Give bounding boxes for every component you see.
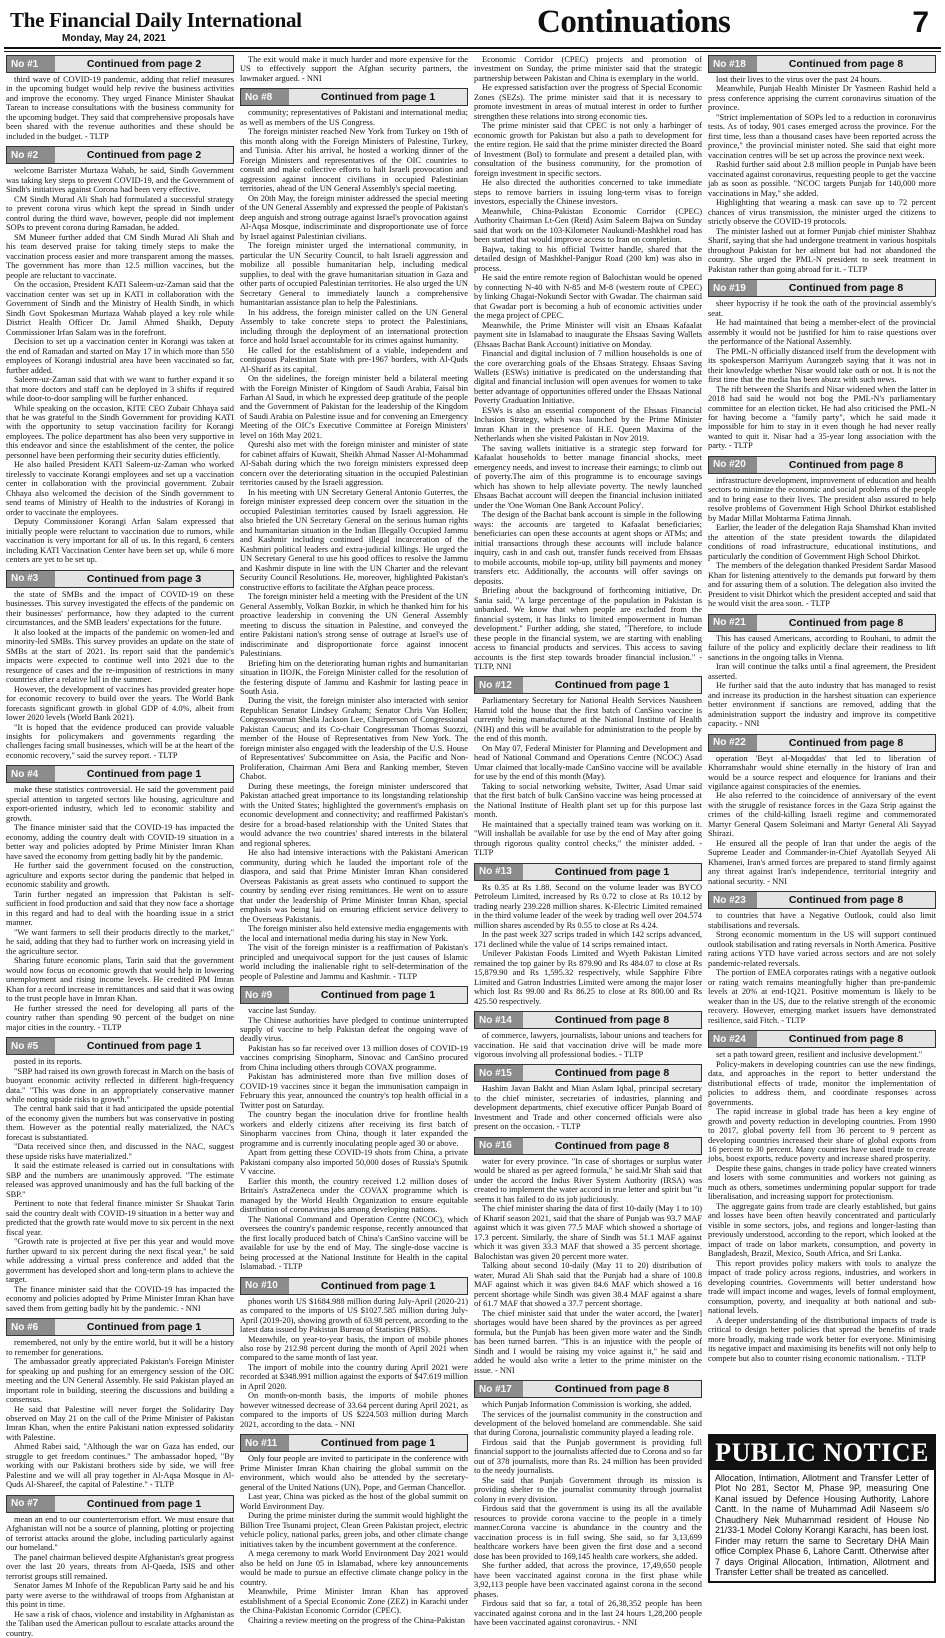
story-header	[240, 1277, 468, 1295]
column-2	[240, 55, 469, 1625]
story-continued-label: Continued from page 8	[788, 616, 904, 629]
story-paragraph: He had maintained that being a member-elect of the provincial assembly it would not be justified for him to raise questions over the performance of the National Assembly.	[708, 318, 936, 347]
story-body	[474, 1084, 702, 1131]
story-header	[708, 891, 936, 909]
story-number: No #23	[709, 892, 757, 908]
story-paragraph: He saw a risk of chaos, violence and instability in Afghanistan as the Taliban used the American pullout to escalate attacks around the country.	[6, 1609, 234, 1638]
story-header	[474, 1380, 702, 1398]
story-paragraph: The Chinese authorities have pledged to continue uninterrupted supply of vaccine to help Pakistan defeat the ongoing wave of deadly virus.	[240, 1015, 468, 1044]
story-paragraph: Decision to set up a vaccination center in Korangi was taken at the end of Ramadan and started on May 17 in which more than 550 employees of Korangi industrial area have been vaccinated so far, further added.	[6, 337, 234, 375]
story-paragraph: Earlier, the leader of the delegation Raja Shamshad Khan invited the attention of the state president towards the dilapidated conditions of road infrastructure, educational institutions, and particularly the condition of Government High School Dhirkot.	[708, 523, 936, 561]
story-paragraph: In his address, the foreign minister called on the UN General Assembly to take concrete steps to protect the Palestinians, including through the deployment of an international protection force and hold Israel accountable for its crimes against humanity.	[240, 307, 468, 346]
story-paragraph: The country began the inoculation drive for frontline health workers and elderly citizens after receiving its first batch of Sinopharm vaccines from China, though it later expanded the programme and is currently inoculating people aged 30 or above.	[240, 1110, 468, 1148]
story-paragraph: set a path toward green, resilient and inclusive development."	[716, 1050, 923, 1060]
story-paragraph: "SBP had raised its own growth forecast in March on the basis of buoyant economic activity reflected in different high-frequency data." "This was done in an appropriately conservative manner while noting upside risks to growth."	[6, 1066, 234, 1104]
story-body	[6, 166, 234, 564]
story-paragraph: Talking about second 10-daily (May 11 to 20) distribution of water, Murad Ali Shah said that the Punjab had a share of 100.8 MAF against which it was given 84.6 MAF which showed a 16 percent shortage while Sindh was given 38.4 MAF against a share of 61.7 MAF that showed a 37.7 percent shortage.	[474, 1261, 702, 1309]
story-paragraph: Last year, China was picked as the host of the global summit on World Environment Day.	[240, 1492, 468, 1511]
story-paragraph: The finance minister said that the COVID-19 has impacted the economy and policies adopted by Prime Minister Imran Khan have saved them from getting badly hit by the pandemic. - NNI	[6, 1284, 234, 1313]
story-number: No #8	[241, 89, 289, 105]
public-notice-body: Allocation, Intimation, Allotment and Transfer Letter of Plot No 281, Sector M, Phase 9P, measuring One Kanal issued by Defence Housing Authority, Lahore Cantt. In the name of Muhammad Adil Naseem s/o Chaudhery Nek Muhammad resident of House No 21/33-1 Model Colony Korangi Karachi, has been lost. Finder may return the same to Secretary DHA Main office Complex Phase 6, Lahore Cantt. Otherwise after 7 days Original Allocation, Intimation, Allotment and Transfer Letter shall be treated as cancelled.	[715, 1472, 929, 1578]
story-paragraph: He said the entire remote region of Balochistan would be opened by connecting N-40 with N-85 and M-8 (western route of CPEC) by linking Chagai-Nokundi Sector with Gwadar. The chairman said that Gwadar port is becoming a hub of economic activities under the mega project of CPEC.	[474, 273, 702, 321]
story-paragraph: Apart from getting these COVID-19 shots from China, a private Pakistani company also imported 50,000 doses of Russia's Sputnik V vaccine.	[240, 1148, 468, 1177]
story-paragraph: In the past week 327 scrips traded in which 142 scrips advanced, 171 declined while the value of 14 scrips remained intact.	[474, 930, 702, 949]
story-body	[474, 883, 702, 1006]
story-paragraph: He also directed the authorities concerned to take immediate steps to remove barriers in issuing long-term visas to foreign investors, especially the Chinese investors.	[474, 178, 702, 207]
story-paragraph: Hashim Javan Bakht and Mian Aslam Iqbal, principal secretary to the chief minister, secretaries of industries, planning and development departments, chief executive officer Punjab Board of Investment and Trade and other concerned officials were also present on the occasion. - TLTP	[474, 1084, 702, 1132]
story-continued-label: Continued from page 8	[788, 1033, 904, 1046]
story-paragraph: CM Sindh Murad Ali Shah had formulated a successful strategy to prevent corona virus which kept the spread in Sindh under control during the third wave, however, people did not implement SOPs to prevent corona during Ramadan, he added.	[6, 194, 234, 233]
story-continued-label: Continued from page 1	[86, 1497, 202, 1510]
story-paragraph: "We want farmers to sell their products directly to the market," he said, adding that they had to further work on increasing yield in the agriculture sector.	[6, 927, 234, 956]
story-paragraph: Economic Corridor (CPEC) projects and promotion of investment on Sunday, the prime minister said that the strategic partnership between Pakistan and China is exemplary in the world.	[474, 55, 702, 83]
story-paragraph: mean an end to our counterterrorism effort. We must ensure that Afghanistan will not be a source of planning, plotting or projecting of terrorist attacks around the globe, including particularly against our homeland."	[6, 1514, 234, 1553]
story-paragraph: The central bank said that it had anticipated the upside potential of the economy given the numbers but was conservative in posting them. However as the potential really materialized, the NAC's forecast is substantiated.	[6, 1104, 234, 1142]
story-paragraph: The aggregate gains from trade are clearly established, but gains and losses have been often heavily concentrated and particularly visible in some sectors, jobs, and regions and longer-lasting than previously understood, according to the report, which looked at the impact of trade on labor markets, consumption, and poverty in Bangladesh, Brazil, Mexico, South Africa, and Sri Lanka.	[708, 1201, 936, 1259]
continuation-story	[240, 986, 468, 1272]
story-body	[708, 634, 936, 729]
story-paragraph: Briefing about the background of forthcoming initiative, Dr. Sania said, "A large percentage of the population in Pakistan is unbanked. We know that when people are excluded from the financial system, it has links to limited empowerment in human development." Further adding, she stated, "Therefore, to include these people in the financial system, we are starting with enabling access to financial products and services. This access to saving accounts is the first step towards broader financial inclusion." - TLTP, NNI	[474, 586, 702, 671]
story-number: No #21	[709, 615, 757, 631]
story-number: No #7	[7, 1496, 55, 1512]
continuation-story	[474, 1137, 702, 1375]
story-paragraph: Briefing him on the deteriorating human rights and humanitarian situation in IIOJK, the Foreign Minister called for the resolution of the festering dispute of Jammu and Kashmir for lasting peace in South Asia.	[240, 658, 468, 696]
story-paragraph: On 20th May, the foreign minister addressed the special meeting of the UN General Assembly and expressed the people of Pakistan's deep anguish and strong outrage against Israel's provocation against Al-Aqsa Mosque, indiscriminate and disproportionate use of force by Israel against Palestinian civilians.	[240, 193, 468, 241]
story-number: No #18	[709, 56, 757, 72]
issue-date: Monday, May 24, 2021	[62, 33, 166, 44]
story-paragraph: This has caused Americans, according to Rouhani, to admit the failure of the policy and explicitly declare their readiness to lift sanctions in the ongoing talks in Vienna.	[708, 633, 936, 662]
story-paragraph: infrastructure development, improvement of education and health sectors to minimize the economic and social problems of the people and to bring ease to their lives. The president also assured to help resolve problems of Government High School Dhirkot established by Madar Millat Mohtarma Fatima Jinnah.	[708, 475, 936, 523]
story-paragraph: The panel chairman believed despite Afghanistan's great progress over the last 20 years, threats from Al-Qaeda, ISIS and other terrorist groups still remained.	[6, 1552, 234, 1581]
newspaper-name: The Financial Daily International	[10, 8, 302, 32]
story-number: No #14	[475, 1012, 523, 1028]
continuation-story	[474, 676, 702, 857]
story-paragraph: Meanwhile, on year-to-year basis, the import of mobile phones also rose by 212.98 percent during the month of April 2021 when compared to the same month of last year.	[240, 1334, 468, 1363]
story-number: No #2	[7, 147, 55, 163]
story-number: No #15	[475, 1065, 523, 1081]
story-paragraph: During the prime minister during the summit would highlight the Billion Tree Tsunami project, Clean Green Pakistan project, electric vehicle policy, national parks, green jobs, and other climate change initiatives taken by the incumbent government at the conference.	[240, 1511, 468, 1549]
story-body	[6, 1057, 234, 1313]
story-paragraph: Firdous said that the Punjab government is providing full financial support to the journalists affected due to Corona and so far out of 378 journalists, more than Rs. 24 million has been provided to the needy journalists.	[474, 1437, 702, 1476]
column-4	[708, 55, 936, 1583]
story-body	[708, 754, 936, 887]
story-body	[6, 1515, 234, 1638]
continuation-story	[708, 891, 936, 1025]
story-paragraph: Meanwhile, China-Pakistan Economic Corridor (CPEC) Authority Chairman Lt-Gen (Retd) Asim Saleem Bajwa on Sunday said that work on the 103-Kilometer Naukundi-Mashkhel road has been started that would improve access to Iran on completion.	[474, 206, 702, 245]
story-paragraph: On May 07, Federal Minister for Planning and Development and head of National Command and Operations Centre (NCOC) Asad Umar claimed that locally-made CanSino vaccine will be available for use by the end of this month (May).	[474, 743, 702, 782]
story-number: No #22	[709, 735, 757, 751]
story-paragraph: He also hailed President KATI Saleem-uz-Zaman who worked tirelessly to vaccinate Korangi employees and set up a vaccination center in collaboration with the provincial government. Zubair Chhaya also welcomed the decision of the Sindh government to send teams of Ministry of Health to the industries of Korangi in order to vaccinate the employees.	[6, 460, 234, 517]
story-paragraph: Only four people are invited to participate in the conference with Prime Minister Imran Khan chairing the global summit on the environment, which would also be attended by the secretary-general of the United Nations (UN), Pope, and German Chancellor.	[240, 1454, 468, 1492]
story-body	[474, 55, 702, 671]
story-paragraph: Parliamentary Secretary for National Health Services Nausheen Hamid told the house that the first batch of CanSino vaccine is currently being manufactured at the National Institute of Health (NIH) and this will be available for administration to the people by the end of this month.	[474, 696, 702, 744]
story-paragraph: It said the estimate released is carried out in consultations with SBP and the numbers are unanimously approved. "The estimate released was approved unanimously and has the full backing of the SBP."	[6, 1161, 234, 1199]
story-paragraph: Pakistan has so far received over 13 million doses of COVID-19 vaccines comprising Sinopharm, Sinovac and CanSino procured from China including others through COVAX programme.	[240, 1043, 468, 1072]
story-paragraph: Earlier this month, the country received 1.2 million doses of Britain's AstraZeneca under the COVAX programme which is managed by the World Health Organization to ensure equitable distribution of coronavirus jabs among developing nations.	[240, 1176, 468, 1215]
story-paragraph: He also had intensive interactions with the Pakistani American community, during which he lauded the important role of the diaspora, and said that Prime Minister Imran Khan considered Overseas Pakistanis as great assets who continued to support the country by sending ever rising remittances. He went on to assure that under the leadership of Prime Minister Imran Khan, special emphasis was being laid on ensuring efficient service delivery to the Overseas Pakistanis.	[240, 848, 468, 924]
story-continued-label: Continued from page 1	[554, 679, 670, 692]
story-number: No #24	[709, 1031, 757, 1047]
story-body	[474, 696, 702, 857]
story-paragraph: The ambassador greatly appreciated Pakistan's Foreign Minister for speaking up and pushing for an emergency session of the OIC meeting and the UN General Assembly. He said Pakistan played an important role in building, steering the discussions and building a consensus.	[6, 1357, 234, 1405]
story-body	[708, 1050, 936, 1424]
story-body	[6, 1338, 234, 1490]
story-continued-label: Continued from page 1	[554, 865, 670, 878]
continuation-story	[474, 1064, 702, 1131]
story-header	[6, 146, 234, 164]
story-paragraph: Pertinent to note that federal finance minister Sr Shaukat Tarin said the country dealt with COVID-19 situation in a better way and predicted that the growth rate would move to six percent in the next fiscal year.	[6, 1199, 234, 1237]
continuation-story	[708, 55, 936, 274]
story-paragraph: Financial and digital inclusion of 7 million households is one of the core overarching goals of the Ehsaas Strategy. Ehsaas Saving Wallets (ESWs) initiative is predicated on the understanding that digital and financial inclusion will open avenues for women to take better advantage of opportunities offered under the Ehsaas National Poverty Graduation Initiative.	[474, 349, 702, 406]
story-paragraph: water for every province. "In case of shortages or surplus water would be shared as per agreed formula," he said.Mr Shah said that under the accord the Indus River System Authority (IRSA) was created to implement the water accord in true letter and spirit but "it seems it has failed to do its job judiciously.	[474, 1156, 702, 1204]
story-paragraph: Chairing a review meeting on the progress of the China-Pakistan	[248, 1615, 465, 1625]
story-paragraph: lost their lives to the virus over the past 24 hours.	[716, 75, 882, 84]
story-header	[6, 1037, 234, 1055]
continuation-story	[240, 1277, 468, 1430]
story-paragraph: She further added, that across the province, 17,49,650 people have been vaccinated against corona in the first phase while 3,92,113 people have been vaccinated against corona in the second phases.	[474, 1561, 702, 1599]
story-paragraph: The design of the Bachat bank account is simple in the following ways: the accounts are targeted to Kafaalat beneficiaries; beneficiaries can open these accounts at agent shops or ATMs; and initial transactions through these accounts will include balance inquiry, cash in and cash out, transfer funds received from Ehsaas to mobile accounts, mobile top-up, utility bill payments and money transfers etc. Additionally, the accounts will offer savings on deposits.	[474, 510, 702, 586]
story-continued-label: Continued from page 8	[788, 58, 904, 70]
story-paragraph: The visit of the foreign minister is a reaffirmation of Pakistan's principled and unequivocal support for the just causes of Islamic world including the inalienable right to self-determination of the people of Palestine and Jammu and Kashmir. - TLTP	[240, 943, 468, 981]
story-body	[708, 476, 936, 609]
story-paragraph: which Punjab Information Commission is working, she added.	[482, 1400, 692, 1410]
story-header	[240, 88, 468, 106]
story-number: No #3	[7, 571, 55, 587]
story-header	[708, 456, 936, 474]
story-continued-label: Continued from page 1	[86, 1321, 202, 1334]
story-body	[6, 590, 234, 761]
story-number: No #4	[7, 766, 55, 782]
story-header	[708, 1030, 936, 1048]
story-paragraph: "It is hoped that the evidence produced can provide valuable insights for policymakers and governments regarding the challenges facing small businesses, which will be at the heart of the economic recovery," said the survey report. - TLTP	[6, 722, 234, 760]
story-body	[474, 1031, 702, 1059]
story-paragraph: operation 'Beyt al-Moqaddas' that led to liberation of Khorramshahr would shine eternally in the history of Iran and would be a source respect and eloquence for Iranians and their vigilance against conspiracies of the enemies.	[708, 753, 936, 791]
story-number: No #16	[475, 1138, 523, 1154]
story-paragraph: He called for the establishment of a viable, independent and contiguous Palestinian State with pre-1967 borders, with Al-Quds Al-Sharif as its capital.	[240, 345, 468, 374]
masthead	[4, 2, 941, 48]
story-header	[6, 1318, 234, 1336]
story-paragraph: posted in its reports.	[14, 1057, 82, 1067]
story-header	[6, 55, 234, 73]
story-continued-label: Continued from page 8	[554, 1139, 670, 1152]
story-paragraph: While speaking on the occasion, KITE CEO Zubair Chhaya said that he was grateful to the Sindh Government for providing KATI with the opportunity to setup vaccination facility for Korangi employees. The police department has also been very supportive in this endeavor and since the establishment of the center, the police personnel have been performing their security duties efficiently.	[6, 403, 234, 460]
story-number: No #13	[475, 864, 523, 880]
story-continued-label: Continued from page 8	[788, 894, 904, 907]
continuation-story	[474, 1011, 702, 1059]
story-number: No #11	[241, 1435, 289, 1451]
story-paragraph: Highlighting that wearing a mask can save up to 72 percent chances of virus transmission, the minister urged the citizens to strictly observe the COVID-19 protocols.	[708, 198, 936, 227]
story-paragraph: Iran will continue the talks until a final agreement, the President asserted.	[708, 662, 936, 681]
story-paragraph: The prime minister said that CPEC is not only a harbinger of economic growth for Pakistan but also a path to development for the entire region. He said that the prime minister directed the Board of Investment (BoI) to formulate and present a detailed plan, with consultation of the business community, for the promotion of foreign investment in specific sectors.	[474, 121, 702, 178]
story-body	[708, 299, 936, 451]
story-paragraph: Bajwa, taking to his official Twitter handle, shared that the detailed design of Mashkhel-Panjgur Road (200 km) was also in process.	[474, 244, 702, 273]
story-paragraph: Strong economic momentum in the US will support continued outlook stabilisation and rating reversals in North America. Positive rating actions YTD have varied across sectors and are not solely pandemic-related reversals.	[708, 930, 936, 968]
story-paragraph: "Strict implementation of SOPs led to a reduction in coronavirus tests. As of today, 901 cases emerged across the province. For the first time, less than a thousand cases have been reported across the province," the provincial minister noted. She said that eight more vaccination centres will be set up across the province next week.	[708, 112, 936, 160]
story-header	[240, 986, 468, 1004]
story-paragraph: Rashid further said about 2.8 million people in Punjab have been vaccinated against coronavirus, requesting people to get the vaccine jab as soon as possible. "NCOC targets Punjab for 140,000 more vaccinations in May," she added.	[708, 160, 936, 198]
continuation-story	[474, 1380, 702, 1628]
story-paragraph: ESWs is also an essential component of the Ehsaas Financial Inclusion Strategy, which was launched by the Prime Minister Imran Khan in the presence of H.E. Queen Maxima of the Netherlands when she visited Pakistan in Nov 2019.	[474, 405, 702, 444]
story-body	[708, 911, 936, 1025]
story-body	[240, 108, 468, 981]
story-paragraph: Meanwhile, Prime Minister Imran Khan has approved establishment of a Special Economic Zone (ZEZ) in Karachi under the China-Pakistan Economic Corridor (CPEC).	[240, 1587, 468, 1616]
story-body	[240, 55, 468, 83]
public-notice	[708, 1434, 936, 1583]
story-paragraph: The rapid increase in global trade has been a key engine of growth and poverty reduction in developing countries. From 1990 to 2017, global poverty fell from 36 percent to 9 percent as developing countries increased their share of global exports from 16 percent to 30 percent. Many countries have used trade to create jobs, boost exports, reduce poverty and increase shared prosperity.	[708, 1107, 936, 1164]
story-paragraph: On month-on-month basis, the imports of mobile phones however witnessed decrease of 33.64 percent during April 2021, as compared to the imports of US $224.503 million during March 2021, according to the data. - NNI	[240, 1391, 468, 1429]
story-paragraph: Ahmed Rabei said, "Although the war on Gaza has ended, our struggle to get freedom continues." The ambassador hoped, "By working with our Pakistani brothers side by side, we will free Palestine and we will all pray together in Al-Aqsa Mosque in Al-Quds Al-Shareef, the capital of Palestine." - TLTP	[6, 1442, 234, 1490]
story-header	[708, 279, 936, 297]
story-header	[6, 570, 234, 588]
continuation-story	[6, 55, 234, 141]
story-paragraph: Firdous said that the government is using its all the available resources to provide corona vaccine to the people in a timely manner.Corona vaccine is abundance in the country and the vaccination process is in full swing. She said, so far 3,13,699 healthcare workers have been given the first dose and a second dose has been provided to 169,145 health care workers, she added.	[474, 1504, 702, 1561]
column-1	[6, 55, 234, 1638]
story-paragraph: Sharing future economic plans, Tarin said that the government would now focus on economic growth that would help in lowering unemployment and rising income levels. He credited PM Imran Khan for a record increase in remittances and said that it was owing to the trust people have in Imran Khan.	[6, 956, 234, 1004]
story-body	[240, 1454, 468, 1625]
story-paragraph: He further said that the auto industry that has managed to resist and increase its production in the harshest situation can experience better environment if sanctions are removed, adding that the administration support the industry and improve its competitive capacity. - NNI	[708, 681, 936, 729]
story-paragraph: Taking to social networking website, Twitter, Asad Umar said that the first batch of bulk CanSino vaccine was being processed at the National Institute of Health plant set up for this purpose last month.	[474, 781, 702, 820]
story-continued-label: Continued from page 2	[86, 149, 202, 162]
story-header	[708, 614, 936, 632]
story-paragraph: The finance minister said that the COVID-19 has impacted the economy, adding the country dealt with COVID-19 situation in a better way and policies adopted by Prime Minister Imran Khan have saved the economy from getting badly hit by the pandemic.	[6, 823, 234, 861]
story-paragraph: She said that Punjab Government through its mission is providing shelter to the journalist community through journalist colony in every division.	[474, 1475, 702, 1504]
story-paragraph: Qureshi also met with the foreign minister and minister of state for cabinet affairs of Kuwait, Sheikh Ahmad Nasser Al-Mohammad Al-Sabah during which the two foreign ministers expressed deep concern over the deteriorating situation in the occupied Palestinian territories caused by the Israeli aggression.	[240, 440, 468, 488]
story-paragraph: The PML-N officially distanced itself from the development with its spokesperson Marriyum Aurangzeb saying that it was not in their knowledge whether Nisar would take oath or not. It is not the first time that the media has been abuzz with such news.	[708, 346, 936, 385]
story-continued-label: Continued from page 1	[320, 989, 436, 1002]
story-number: No #20	[709, 457, 757, 473]
story-paragraph: The import of mobile into the country during April 2021 were recorded at $348.991 million against the exports of $47.619 million in April 2020.	[240, 1362, 468, 1391]
story-continued-label: Continued from page 3	[86, 572, 202, 585]
column-3	[474, 55, 702, 1628]
continuation-story	[240, 1434, 468, 1625]
story-body	[240, 1006, 468, 1272]
continuation-story	[6, 570, 234, 761]
story-paragraph: "Data received since then, and discussed in the NAC, suggest these upside risks have materialized."	[6, 1142, 234, 1161]
story-paragraph: phones worth US $1684.988 million during July-April (2020-21) as compared to the imports of US $1027.585 million during July-April (2019-20), showing growth of 63.98 percent, according to the latest data issued by Pakistan Bureau of Statistics (PBS).	[240, 1296, 468, 1335]
continuation-story	[6, 146, 234, 564]
story-number: No #1	[7, 56, 55, 72]
story-paragraph: Meanwhile, the Prime Minister will visit an Ehsaas Kafaalat payment site in Islamabad to inaugurate the Ehsaas Saving Wallets (Ehsaas Bachat Bank Account) initiative on Monday.	[474, 320, 702, 349]
story-paragraph: SM Muneer further added that CM Sindh Murad Ali Shah and his team deserved praise for taking timely steps to make the vaccination process easier and more transparent among the masses. The government has more than 12.5 million vaccines, but the people are reluctant to vaccinate.	[6, 232, 234, 280]
section-title: Continuations	[537, 4, 731, 40]
story-paragraph: Meanwhile, Punjab Health Minister Dr Yasmeen Rashid held a press conference apprising the current coronavirus situation of the province.	[708, 84, 936, 113]
continuation-story	[6, 1495, 234, 1638]
story-paragraph: Firdous said that so far, a total of 26,38,352 people has been vaccinated against corona and in the last 24 hours 1,28,200 people have been vaccinated against coronavirus. - NNI	[474, 1599, 702, 1628]
story-paragraph: to countries that have a Negative Outlook, could also limit stabilisations and reversals.	[708, 911, 936, 930]
story-paragraph: The foreign minister held a meeting with the President of the UN General Assembly, Volkan Bozkir, in which he thanked him for his proactive leadership in convening the UN General Assembly meeting to discuss the situation in Palestine, and conveyed the entire Pakistani nation's strong sense of outrage at Israel's use of indiscriminate and disproportionate force against innocent Palestinians.	[240, 592, 468, 659]
story-header	[708, 55, 936, 73]
story-paragraph: During these meetings, the foreign minister underscored that Pakistan attached great importance to its longstanding relationship with the United States; highlighted the government's emphasis on economic development and connectivity; and reaffirmed Pakistan's desire for a broad-based relationship with the United States that would advance the two countries' shared interests in the bilateral and regional spheres.	[240, 781, 468, 848]
story-number: No #12	[475, 677, 523, 693]
story-continued-label: Continued from page 8	[554, 1383, 670, 1396]
story-body	[708, 75, 936, 274]
story-body	[474, 1400, 702, 1628]
continuation-story	[708, 1030, 936, 1424]
story-continued-label: Continued from page 2	[86, 58, 202, 70]
story-paragraph: The National Command and Operation Centre (NCOC), which oversees the country's pandemic response, recently announced that the first locally produced batch of China's CanSino vaccine will be available for use by the end of May. The single-dose vaccine is being processed at the National Institute for Health in the capital Islamabad. - TLTP	[240, 1214, 468, 1272]
story-paragraph: On the occasion, President KATI Saleem-uz-Zaman said that the vaccination center was set up in KATI in collaboration with the Government of Sindh and the Ministry of Health Sindh, in which Sindh Govt Spokesman Murtaza Wahab played a key role while District Health Officer Dr. Jamil Ahmed Shaikh, Deputy Commissioner Irfan Salam was in the forefront.	[6, 280, 234, 337]
story-paragraph: "Growth rate is projected at five per this year and would move further upward to six percent during the next fiscal year," he said while addressing a virtual press conference and added that the government has developed short and long-term plans to achieve the target.	[6, 1237, 234, 1285]
continuation-story	[240, 55, 468, 83]
story-number: No #17	[475, 1381, 523, 1397]
story-header	[6, 1495, 234, 1513]
story-paragraph: Rs 0.35 at Rs 1.88. Second on the volume leader was BYCO Petroleum Limited, increased by Rs 0.72 to close at Rs 10.12 by trading nearly 239.228 million shares. K-Electric Limited remained in the third volume leader of the week by trading well over 204.574 million shares ascended by Rs 0.55 to close at Rs 4.24.	[474, 882, 702, 930]
story-paragraph: The rift between the Sharifs and Nisar widened when the latter in 2018 had said he would not bog the PML-N's parliamentary committee for an election ticket. He had also criticised the PML-N for having become a "family party", which he said made it impossible for him to stay in it even though he had never really wanted to quit it. Nisar had a 35-year long association with the party. - TLTP	[708, 384, 936, 451]
story-paragraph: sheer hypocrisy if he took the oath of the provincial assembly's seat.	[708, 299, 936, 318]
story-number: No #10	[241, 1278, 289, 1294]
story-paragraph: The portion of EMEA corporates ratings with a negative outlook or rating watch remains meaningfully higher than pre-pandemic levels at 20% at end-1Q21. Positive momentum is likely to be weaker than in the US, due to the relative strength of the economic recovery. However, emerging market issuers have demonstrated resilience, said Fitch. - TLTP	[708, 968, 936, 1025]
story-header	[474, 1064, 702, 1082]
story-body	[6, 75, 234, 141]
story-paragraph: The exit would make it much harder and more expensive for the US to effectively support the Afghan security partners, the lawmaker argued. - NNI	[240, 55, 468, 83]
story-paragraph: It also looked at the impacts of the pandemic on women-led and minority-led SMBs. This survey provides an update on the state of SMBs at the start of 2021. Its report said that the pandemic's impacts were expected to continue well into 2021 due to the resurgence of cases and the re-imposition of restrictions in many countries after a relative lull in the summer.	[6, 627, 234, 685]
story-paragraph: The minister lashed out at former Punjab chief minister Shahbaz Sharif, saying that she had undergone treatment in various hospitals throughout Pakistan for her ailment but had not abandoned the country. She urged the PML-N president to seek treatment in Pakistan rather than going abroad for it. - TLTP	[708, 226, 936, 274]
story-continued-label: Continued from page 8	[788, 282, 904, 295]
continuation-story	[474, 863, 702, 1006]
story-paragraph: The foreign minister reached New York from Turkey on 19th of this month along with the Foreign Ministers of Palestine, Turkey, and Tunisia. After his arrival, he hosted a working dinner of the Foreign Ministers and representatives of the OIC countries to consult and make collective efforts to halt Israeli provocation and aggression against innocent civilians in occupied Palestinian territories, ahead of the UN General Assembly's special meeting.	[240, 127, 468, 194]
page-number: 7	[912, 6, 929, 39]
story-continued-label: Continued from page 1	[320, 91, 436, 104]
continuation-story	[6, 765, 234, 1032]
story-continued-label: Continued from page 8	[554, 1014, 670, 1027]
story-paragraph: Senator James M Inhofe of the Republican Party said he and his party were averse to the withdrawal of troops from Afghanistan at this point in time.	[6, 1581, 234, 1610]
story-paragraph: He expressed satisfaction over the progress of Special Economic Zones (SEZs). The prime minister said that it is necessary to promote investment in areas of mutual interest in order to further strengthen these relations into strong economic ties.	[474, 83, 702, 121]
story-continued-label: Continued from page 1	[86, 768, 202, 781]
story-paragraph: He ensured all the people of Iran that under the aegis of the Supreme Leader and Commander-in-Chief Ayatollah Seyyed Ali Khamenei, Iran's armed forces are prepared to stand firmly against any threat against Iran's independence, territorial integrity and national security. - NNI	[708, 838, 936, 886]
story-paragraph: remembered, not only by the entire world, but it will be a history to remember for generations.	[6, 1338, 234, 1357]
story-header	[474, 676, 702, 694]
story-paragraph: He further stressed the need for developing all parts of the country rather than spending 90 percent of the budget on nine major cities in the country. - TLTP	[6, 1003, 234, 1032]
story-paragraph: Despite these gains, changes in trade policy have created winners and losers with some communities and workers not gaining as much as others, sometimes undermining popular support for trade liberalisation, and increasing support for protectionism.	[708, 1163, 936, 1202]
story-paragraph: The foreign minister also held extensive media engagements with the local and international media during his stay in New York.	[240, 924, 469, 943]
story-paragraph: the state of SMBs and the impact of COVID-19 on these businesses. This survey investigated the effects of the pandemic on their businesses' performance, how they adapted to the current circumstances, and the SMB leaders' expectations for the future.	[6, 589, 234, 628]
story-continued-label: Continued from page 8	[788, 736, 904, 749]
story-paragraph: The services of the journalist community in the construction and development of the beloved homeland are commendable. She said that during Corona, journalistic community played a leading role.	[474, 1409, 702, 1438]
story-header	[240, 1434, 468, 1452]
story-paragraph: He also referred to the coincidence of anniversary of the event with the struggle of resistance forces in the Gaza Strip against the crimes of the child-killing Israeli regime and commemorated Martyr General Qasem Soleimani and Martyr General Ali Sayyad Shirazi.	[708, 791, 936, 839]
continuation-story	[708, 279, 936, 451]
story-body	[240, 1297, 468, 1430]
story-continued-label: Continued from page 8	[554, 1067, 670, 1080]
story-continued-label: Continued from page 1	[320, 1437, 436, 1450]
header-rule-thin	[4, 51, 941, 52]
story-paragraph: Deputy Commissioner Korangi Arfan Salam expressed that initially people were reluctant to vaccination due to rumors, while vaccination is very important for all of us. In this regard, 6 centers including KATI Vaccination Center have been set up, while 6 more centers are yet to be set up.	[6, 517, 234, 565]
story-paragraph: The chief minister said that under the water accord, the [water] shortages would have been shared by the provinces as per agreed formula, but the Punjab has been given more water and the Sindh has been turned barren. "This is an injustice with the people of Sindh and I would be raising my voice against it," he said and added he would also write a letter to the prime minister on the issue. - NNI	[474, 1308, 702, 1375]
story-paragraph: The members of the delegation thanked President Sardar Masood Khan for listening attentively to the demands put forward by them and for assuring them of a solution. The delegation also invited the President to visit Dhirkot which the president accepted and said that he would visit the area soon. - TLTP	[708, 561, 936, 609]
continuation-story	[708, 614, 936, 729]
story-paragraph: vaccine last Sunday.	[248, 1006, 317, 1016]
story-paragraph: During the visit, the foreign minister also interacted with senior Republican Senator Lindsey Graham; Senator Chris Van Hollen; Congresswoman Sheila Jackson Lee, Chairperson of Congressional Pakistan Caucus; and its Co-chair Congressman Thomas Suozzi, member of the House of Representatives from New York. The foreign minister also engaged with the leadership of the U.S. House of Representatives' Subcommittee on Asia, the Pacific and Non-Proliferation, Chairman Ami Bera and Ranking member, Steven Chabot.	[240, 696, 468, 782]
story-paragraph: This report provides policy makers with tools to analyze the impact of trade policy across regions, industries, and workers in developing countries. Governments will better understand how trade will impact income and wages, levels of formal employment, consumption, poverty, and inequality at both national and sub-national levels.	[708, 1258, 936, 1316]
continuation-story	[240, 88, 468, 981]
story-paragraph: He said that Palestine will never forget the Solidarity Day observed on May 21 on the call of the Prime Minister of Pakistan Imran Khan, when the entire Pakistani nation expressed solidarity with Palestine.	[6, 1404, 234, 1442]
story-paragraph: He maintained that a specially trained team was working on it. "Will inshallah be available for use by the end of May after going through rigorous quality control checks," the minister added. - TLTP	[474, 819, 702, 858]
public-notice-title: PUBLIC NOTICE	[710, 1436, 934, 1470]
story-paragraph: In his meeting with UN Secretary General Antonio Guterres, the foreign minister expressed deep concern over the situation in the occupied Palestinian territories caused by Israeli aggression. He also briefed the UN Secretary General on the serious human rights and humanitarian situation in the Indian Illegally Occupied Jammu and Kashmir including continued illegal incarceration of the Kashmiri political leaders and extra-judicial killings. He urged the UN Secretary General to use his good offices to resolve the Jammu and Kashmir dispute in line with the UN Charter and the relevant Security Council Resolutions. He, moreover, highlighted Pakistan's constructive efforts to facilitate the Afghan peace process.	[240, 487, 468, 592]
story-paragraph: welcome Barrister Murtaza Wahab, he said, Sindh Government was taking key steps to prevent COVID-19, and the Government of Sindh's initiatives against Corona had been very effective.	[6, 166, 234, 195]
story-header	[474, 1137, 702, 1155]
story-header	[474, 1011, 702, 1029]
story-body	[474, 1157, 702, 1375]
story-paragraph: of commerce, lawyers, journalists, labour unions and teachers for vaccination. He said that vaccination drive will be made more vigorous involving all professional bodies. - TLTP	[474, 1031, 702, 1059]
story-paragraph: Saleem-uz-Zaman said that with we want to further expand it so that more doctors and staff can be deployed in 3 shifts if required while door-to-door sampling will be further enhanced.	[6, 375, 234, 404]
story-paragraph: make these statistics controversial. He said the government paid special attention to targeted sectors like housing, agriculture and export-oriented industry, which led to economic stability and growth.	[6, 785, 234, 823]
continuation-story	[474, 55, 702, 671]
story-number: No #6	[7, 1319, 55, 1335]
story-paragraph: The chief minister sharing the data of first 10-daily (May 1 to 10) of Kharif season 2021, said that the share of Punjab was 93.7 MAF against which it was given 77.5 MAF which showed a shortage of 17.3 percent. Similarly, the share of Sindh was 51.1 MAF against which it was given 33.3 MAF that showed a 35 percent shortage. Balochistan was given 20 percent more water.	[474, 1204, 702, 1261]
continuation-story	[6, 1037, 234, 1313]
story-continued-label: Continued from page 1	[86, 1040, 202, 1053]
story-paragraph: community; representatives of Pakistani and international media; as well as members of the US Congress.	[240, 108, 468, 127]
continuation-story	[708, 456, 936, 609]
story-paragraph: The foreign minister urged the international community, in particular the UN Security Council, to halt Israeli aggression and mobilize all possible humanitarian help, including medical supplies, to deal with the grave humanitarian situation in Gaza and other parts of occupied Palestinian territories. He also urged the UN Secretary General to immediately launch a comprehensive humanitarian assistance plan to help the Palestinians.	[240, 241, 468, 308]
story-number: No #19	[709, 280, 757, 296]
story-number: No #5	[7, 1038, 55, 1054]
continuation-story	[708, 734, 936, 887]
story-paragraph: He further said the government focused on the construction, agriculture and exports sector during the pandemic that helped in economic stability and growth.	[6, 861, 234, 890]
story-header	[708, 734, 936, 752]
story-paragraph: However, the development of vaccines has provided greater hope for economic recovery to build over the years. The World Bank forecasts significant growth in global GDP of 4.0%, albeit from lower 2020 levels (World Bank 2021).	[6, 684, 234, 723]
story-paragraph: Unilever Pakistan Foods Limited and Wyeth Pakistan Limited remained the top gainer by Rs 879.90 and Rs 484.07 to close at Rs 15,879.90 and Rs 1,595.32 respectively, while Sapphire Fibre Limited and Gatron Industries Limited were among the major loser which lost Rs 99.00 and Rs 86.25 to close at Rs 800.00 and Rs 425.50 respectively.	[474, 949, 702, 1006]
story-paragraph: Pakistan has administered more than five million doses of COVID-19 vaccines since it began the immunisation campaign in February this year, announced the country's top health official in a Twitter post on Saturday.	[240, 1072, 468, 1110]
story-body	[6, 785, 234, 1032]
story-paragraph: Tarin further negated an impression that Pakistan is self-sufficient in food production and said that they now face a shortage in this regard and had to deal with the hoarding issue in a strict manner.	[6, 889, 234, 928]
story-continued-label: Continued from page 1	[320, 1279, 436, 1292]
story-paragraph: A mega ceremony to mark World Environment Day 2021 would also be held on June 05 in Islamabad, where key announcements would be made to pursue an effective climate change policy in the country.	[240, 1549, 468, 1587]
story-continued-label: Continued from page 8	[788, 458, 904, 471]
story-paragraph: The saving wallets initiative is a strategic step forward for Kafaalat households to better manage financial shocks, meet emergency needs, and invest to increase their earnings; to climb out of poverty.The aim of this programme is to encourage savings which has shown to help alleviate poverty. The newly launched Ehsaas Bachat account will deepen the financial inclusion initiated under the 'One Woman One Bank Account Policy'.	[474, 443, 702, 510]
continuation-story	[6, 1318, 234, 1490]
story-paragraph: Policy-makers in developing countries can use the new findings, data, and approaches in the report to better understand the distributional effects of trade, monitor the implementation of policies to address them, and coordinate responses across governments.	[708, 1059, 936, 1107]
story-paragraph: third wave of COVID-19 pandemic, adding that relief measures in the upcoming budget would help revive the business activities and improve the economy. They urged Finance Minister Shaukat Tarean to increase consultations with the business community for the upcoming budget. They said that comprehensive proposals have been shared with the revenue authorities and these should be included in the budget. - TLTP	[6, 75, 234, 141]
story-number: No #9	[241, 987, 289, 1003]
story-paragraph: On the sidelines, the foreign minister held a bilateral meeting with the Foreign Minister of Kingdom of Saudi Arabia, Faisal bin Farhan Al Saud, in which he expressed deep gratitude of the people and the Government of Pakistan for the leadership of the Kingdom of Saudi Arabia on Palestine issue and for convening an Emergency Meeting of the OIC's Executive Committee at Foreign Ministers' level on 16th May 2021.	[240, 374, 468, 440]
header-rule	[4, 47, 941, 49]
story-paragraph: A deeper understanding of the distributional impacts of trade is critical to design better policies that spread the benefits of trade more broadly, making trade work better for everyone. Minimising its negative impact and maximising its benefits will not only help to compete but also to counter rising economic nationalism. - TLTP	[708, 1315, 936, 1363]
columns-container	[6, 55, 939, 1638]
story-header	[6, 765, 234, 783]
story-header	[474, 863, 702, 881]
